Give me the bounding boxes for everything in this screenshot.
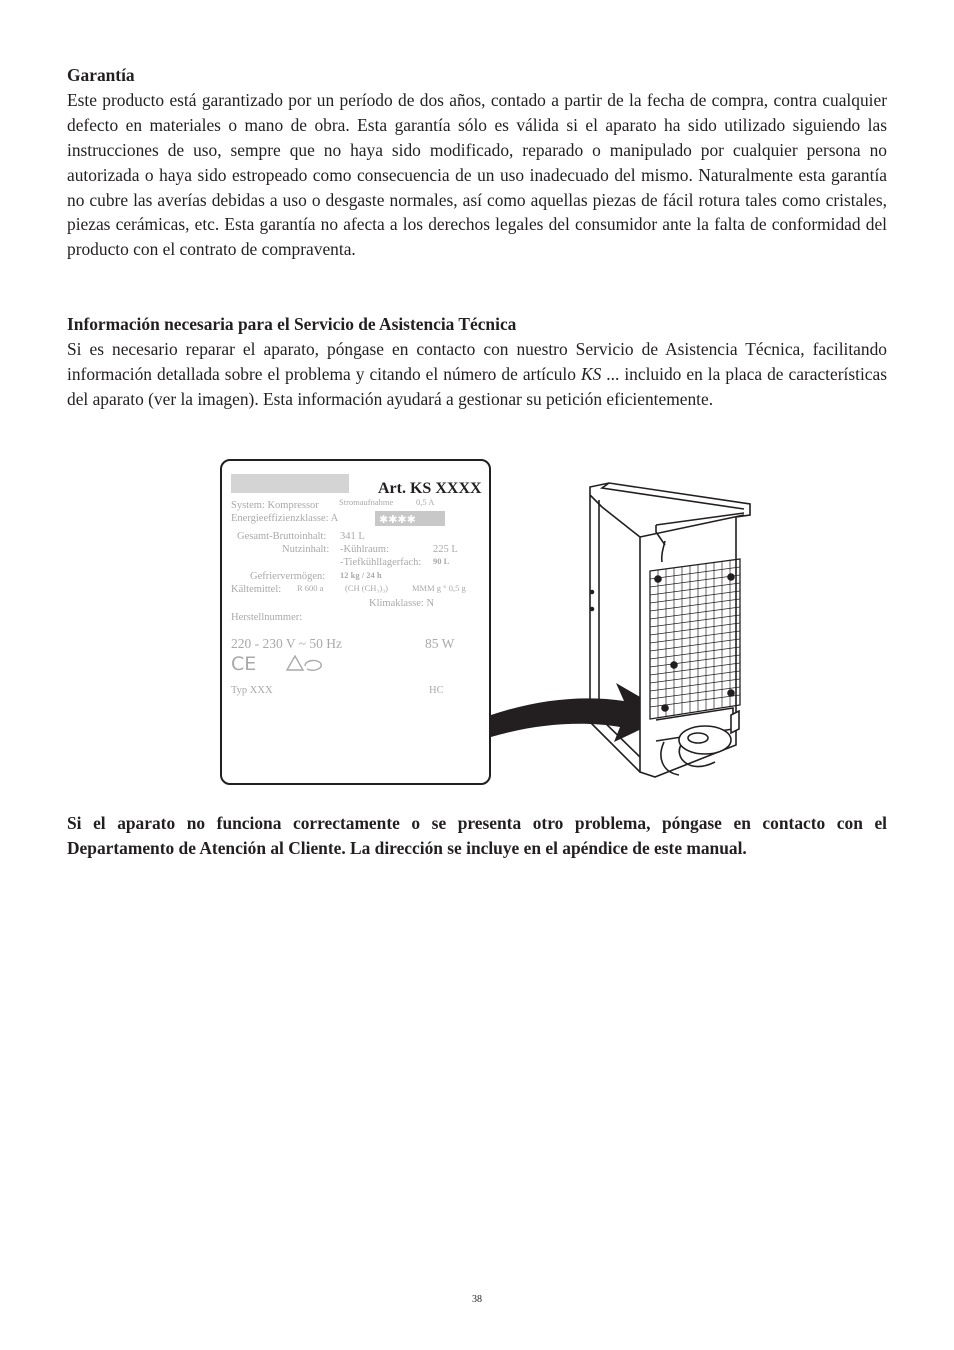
plate-refrigerant-mass: MMM g ° 0,5 g	[412, 583, 466, 593]
plate-power-value: 0,5 A	[416, 497, 435, 507]
plate-system: System: Kompressor	[231, 500, 319, 511]
plate-freezer-value: 90 L	[433, 556, 450, 566]
rating-plate	[221, 460, 490, 784]
asistencia-body	[67, 337, 887, 412]
plate-gross-value: 341 L	[340, 531, 365, 542]
asistencia-heading: Información necesaria para el Servicio de Asistencia Técnica	[67, 314, 517, 334]
ce-mark: CE	[231, 653, 257, 675]
plate-refrigerant-formula: (CH (CH₃)₃)	[345, 583, 388, 593]
plate-net-label: Nutzinhalt:	[282, 544, 330, 555]
plate-voltage: 220 - 230 V ~ 50 Hz	[231, 636, 343, 651]
section-asistencia	[67, 312, 887, 412]
plate-energy-class: Energieeffizienzklasse: A	[231, 513, 339, 524]
plate-serial-label: Herstellnummer:	[231, 612, 303, 623]
plate-power-label: Stromaufnahme	[339, 497, 394, 507]
plate-refrigerant-value: R 600 a	[297, 583, 324, 593]
plate-gross-label: Gesamt-Bruttoinhalt:	[237, 531, 327, 542]
plate-freeze-cap-label: Gefriervermögen:	[250, 571, 326, 582]
plate-fridge-label: -Kühlraum:	[340, 544, 389, 555]
garantia-heading: Garantía	[67, 65, 135, 85]
asistencia-body-end: ... incluido en la placa de características del aparato (ver la imagen). Esta información ayudará a gestionar su petición eficientemente.	[67, 363, 887, 409]
article-prefix: KS	[580, 363, 602, 384]
asistencia-body-start: Si es necesario reparar el aparato, póngase en contacto con nuestro Servicio de Asistencia Técnica, facilitando información detallada sobre el problema y citando el número de artículo	[67, 338, 887, 384]
article-number: Art. KS XXXX	[378, 480, 482, 497]
plate-refrigerant-label: Kältemittel:	[231, 584, 282, 595]
plate-hc: HC	[429, 685, 444, 696]
section-contacto	[67, 811, 887, 861]
page-number: 38	[472, 1294, 482, 1305]
plate-fridge-value: 225 L	[433, 544, 458, 555]
plate-climate-class: Klimaklasse: N	[369, 598, 435, 609]
garantia-body: Este producto está garantizado por un período de dos años, contado a partir de la fecha de compra, contra cualquier defecto en materiales o mano de obra. Esta garantía sólo es válida si el aparato ha sido utilizado siguiendo las instrucciones de uso, sempre que no haya sido modificado, reparado o manipulado por cualquier persona no autorizada o haya sido estropeado como consecuencia de un uso inadecuado del mismo. Naturalmente esta garantía no cubre las averías debidas a uso o desgaste normales, así como aquellas piezas de fácil rotura tales como cristales, piezas cerámicas, etc. Esta garantía no afecta a los derechos legales del consumidor ante la falta de conformidad del producto con el contrato de compraventa.	[67, 89, 887, 260]
rating-plate-figure	[219, 457, 754, 789]
plate-freeze-cap-value: 12 kg / 24 h	[340, 570, 382, 580]
brand-placeholder	[231, 474, 349, 493]
plate-freezer-label: -Tiefkühllagerfach:	[340, 557, 422, 568]
section-garantia	[67, 63, 887, 262]
contacto-body: Si el aparato no funciona correctamente o se presenta otro problema, póngase en contacto con el Departamento de Atención al Cliente. La dirección se incluye en el apéndice de este manual.	[67, 813, 887, 858]
freezer-stars: ✱✱✱✱	[379, 513, 416, 526]
refrigerator-back-icon	[590, 483, 750, 777]
plate-wattage: 85 W	[425, 636, 455, 651]
plate-type: Typ XXX	[231, 685, 273, 696]
